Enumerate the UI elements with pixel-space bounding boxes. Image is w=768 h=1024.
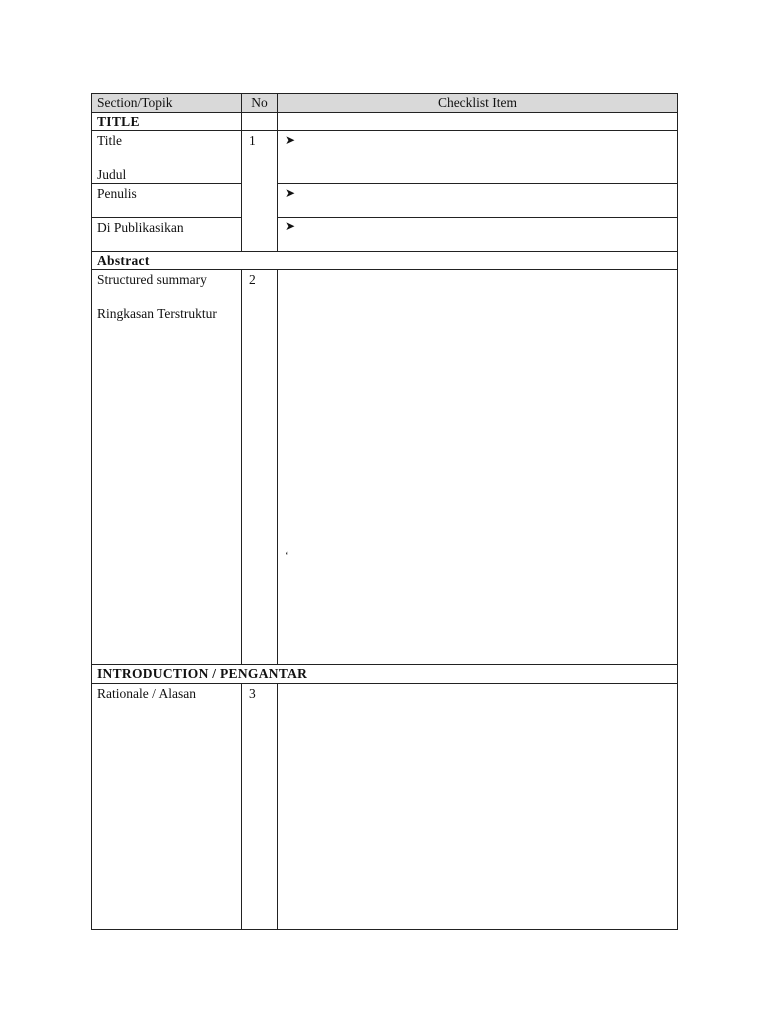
introduction-heading: INTRODUCTION / PENGANTAR	[97, 666, 308, 681]
rationale-number: 3	[249, 686, 256, 701]
table-border-right	[677, 93, 678, 930]
header-no: No	[251, 95, 268, 110]
column-divider-2-intro	[277, 683, 278, 930]
column-divider-2-abstract	[277, 269, 278, 665]
penulis-row-bottom-line-right	[277, 217, 677, 218]
table-border-top	[91, 93, 677, 94]
title-row-bottom-line-right	[277, 183, 677, 184]
title-heading-bottom-line	[91, 130, 677, 131]
column-divider-1-abstract	[241, 269, 242, 665]
arrowhead-bullet-icon: ➤	[285, 186, 296, 200]
header-checklist: Checklist Item	[437, 95, 518, 110]
abstract-label-id: Ringkasan Terstruktur	[97, 306, 217, 321]
penulis-label: Penulis	[97, 186, 137, 201]
title-label-id: Judul	[97, 167, 127, 182]
abstract-number: 2	[249, 272, 256, 287]
column-divider-1-top	[241, 93, 242, 252]
arrowhead-bullet-icon: ➤	[285, 219, 296, 233]
introduction-heading-bottom-line	[91, 683, 677, 684]
title-section-heading: TITLE	[97, 114, 140, 129]
column-divider-1-intro	[241, 683, 242, 930]
column-divider-2-top	[277, 93, 278, 252]
title-number: 1	[249, 133, 256, 148]
arrowhead-bullet-icon: ➤	[285, 133, 296, 147]
rationale-label: Rationale / Alasan	[97, 686, 196, 701]
table-border-left	[91, 93, 92, 930]
abstract-label-en: Structured summary	[97, 272, 207, 287]
title-label-en: Title	[97, 133, 123, 148]
title-row-bottom-line-left	[91, 183, 241, 184]
stray-mark: ‘	[285, 550, 289, 562]
publikasi-label: Di Publikasikan	[97, 220, 184, 235]
title-section-bottom-line	[91, 251, 677, 252]
header-section: Section/Topik	[97, 95, 173, 110]
header-row-bottom-line	[91, 112, 677, 113]
table-border-bottom	[91, 929, 677, 930]
abstract-heading: Abstract	[97, 253, 150, 268]
abstract-section-bottom-line	[91, 664, 677, 665]
abstract-heading-bottom-line	[91, 269, 677, 270]
penulis-row-bottom-line-left	[91, 217, 241, 218]
